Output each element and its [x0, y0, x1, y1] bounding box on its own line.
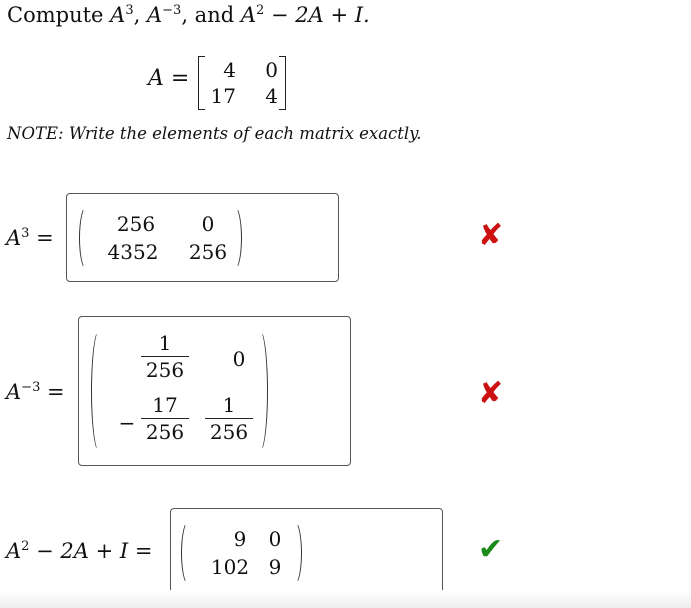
- prompt-item1: $A^3$: [110, 3, 134, 27]
- answer1-input-box[interactable]: [66, 193, 339, 282]
- prompt-item2: $A^{-3}$: [146, 3, 182, 27]
- incorrect-icon: ✘: [478, 376, 504, 411]
- answer2-cell-r2c1-sign: −: [118, 411, 136, 435]
- answer2-cell-r2c2: $\frac{1}{256}$: [205, 393, 253, 444]
- right-bracket: [279, 56, 286, 110]
- answer2-input-box[interactable]: [78, 316, 351, 466]
- answer1-cell-r1c1: 256: [116, 212, 156, 236]
- problem-prompt: Compute $A^3$, $A^{-3}$, and $A^2 - 2A + I$.: [7, 3, 370, 27]
- answer3-cell-r2c2: 9: [268, 555, 282, 579]
- matrix-cell-r1c1: 4: [223, 58, 236, 82]
- matrix-cell-r2c1: 17: [210, 84, 236, 108]
- left-paren: [79, 206, 94, 270]
- note-text: NOTE: Write the elements of each matrix exactly.: [7, 124, 422, 143]
- answer1-cell-r1c2: 0: [201, 212, 215, 236]
- answer1-label: $A^3$ =: [6, 226, 54, 250]
- answer3-cell-r1c1: 9: [233, 527, 247, 551]
- definition-lhs: A =: [148, 66, 190, 91]
- answer2-cell-r1c1: $\frac{1}{256}$: [141, 331, 189, 382]
- answer3-input-box[interactable]: [170, 508, 443, 597]
- answer3-label: $A^2 - 2A + I$ =: [6, 539, 153, 563]
- left-paren: [181, 521, 196, 585]
- answer3-cell-r2c1: 102: [210, 555, 250, 579]
- answer2-cell-r1c2: 0: [232, 347, 246, 371]
- answer1-cell-r2c2: 256: [188, 240, 228, 264]
- answer2-label: $A^{-3}$ =: [6, 380, 65, 404]
- prompt-compute: Compute: [7, 3, 104, 27]
- prompt-item3: $A^2 - 2A + I$.: [240, 3, 370, 27]
- correct-check-icon: ✔: [478, 532, 504, 567]
- right-paren: [251, 329, 268, 453]
- answer1-cell-r2c1: 4352: [107, 240, 159, 264]
- definition-matrix: [198, 56, 286, 110]
- answer2-cell-r2c1: $\frac{17}{256}$: [141, 393, 189, 444]
- right-paren: [227, 206, 242, 270]
- incorrect-icon: ✘: [478, 218, 504, 253]
- matrix-cell-r1c2: 0: [265, 58, 278, 82]
- left-paren: [91, 329, 108, 453]
- answer3-cell-r1c2: 0: [268, 527, 282, 551]
- right-paren: [287, 521, 302, 585]
- matrix-cell-r2c2: 4: [265, 84, 278, 108]
- bottom-fade: [0, 590, 691, 608]
